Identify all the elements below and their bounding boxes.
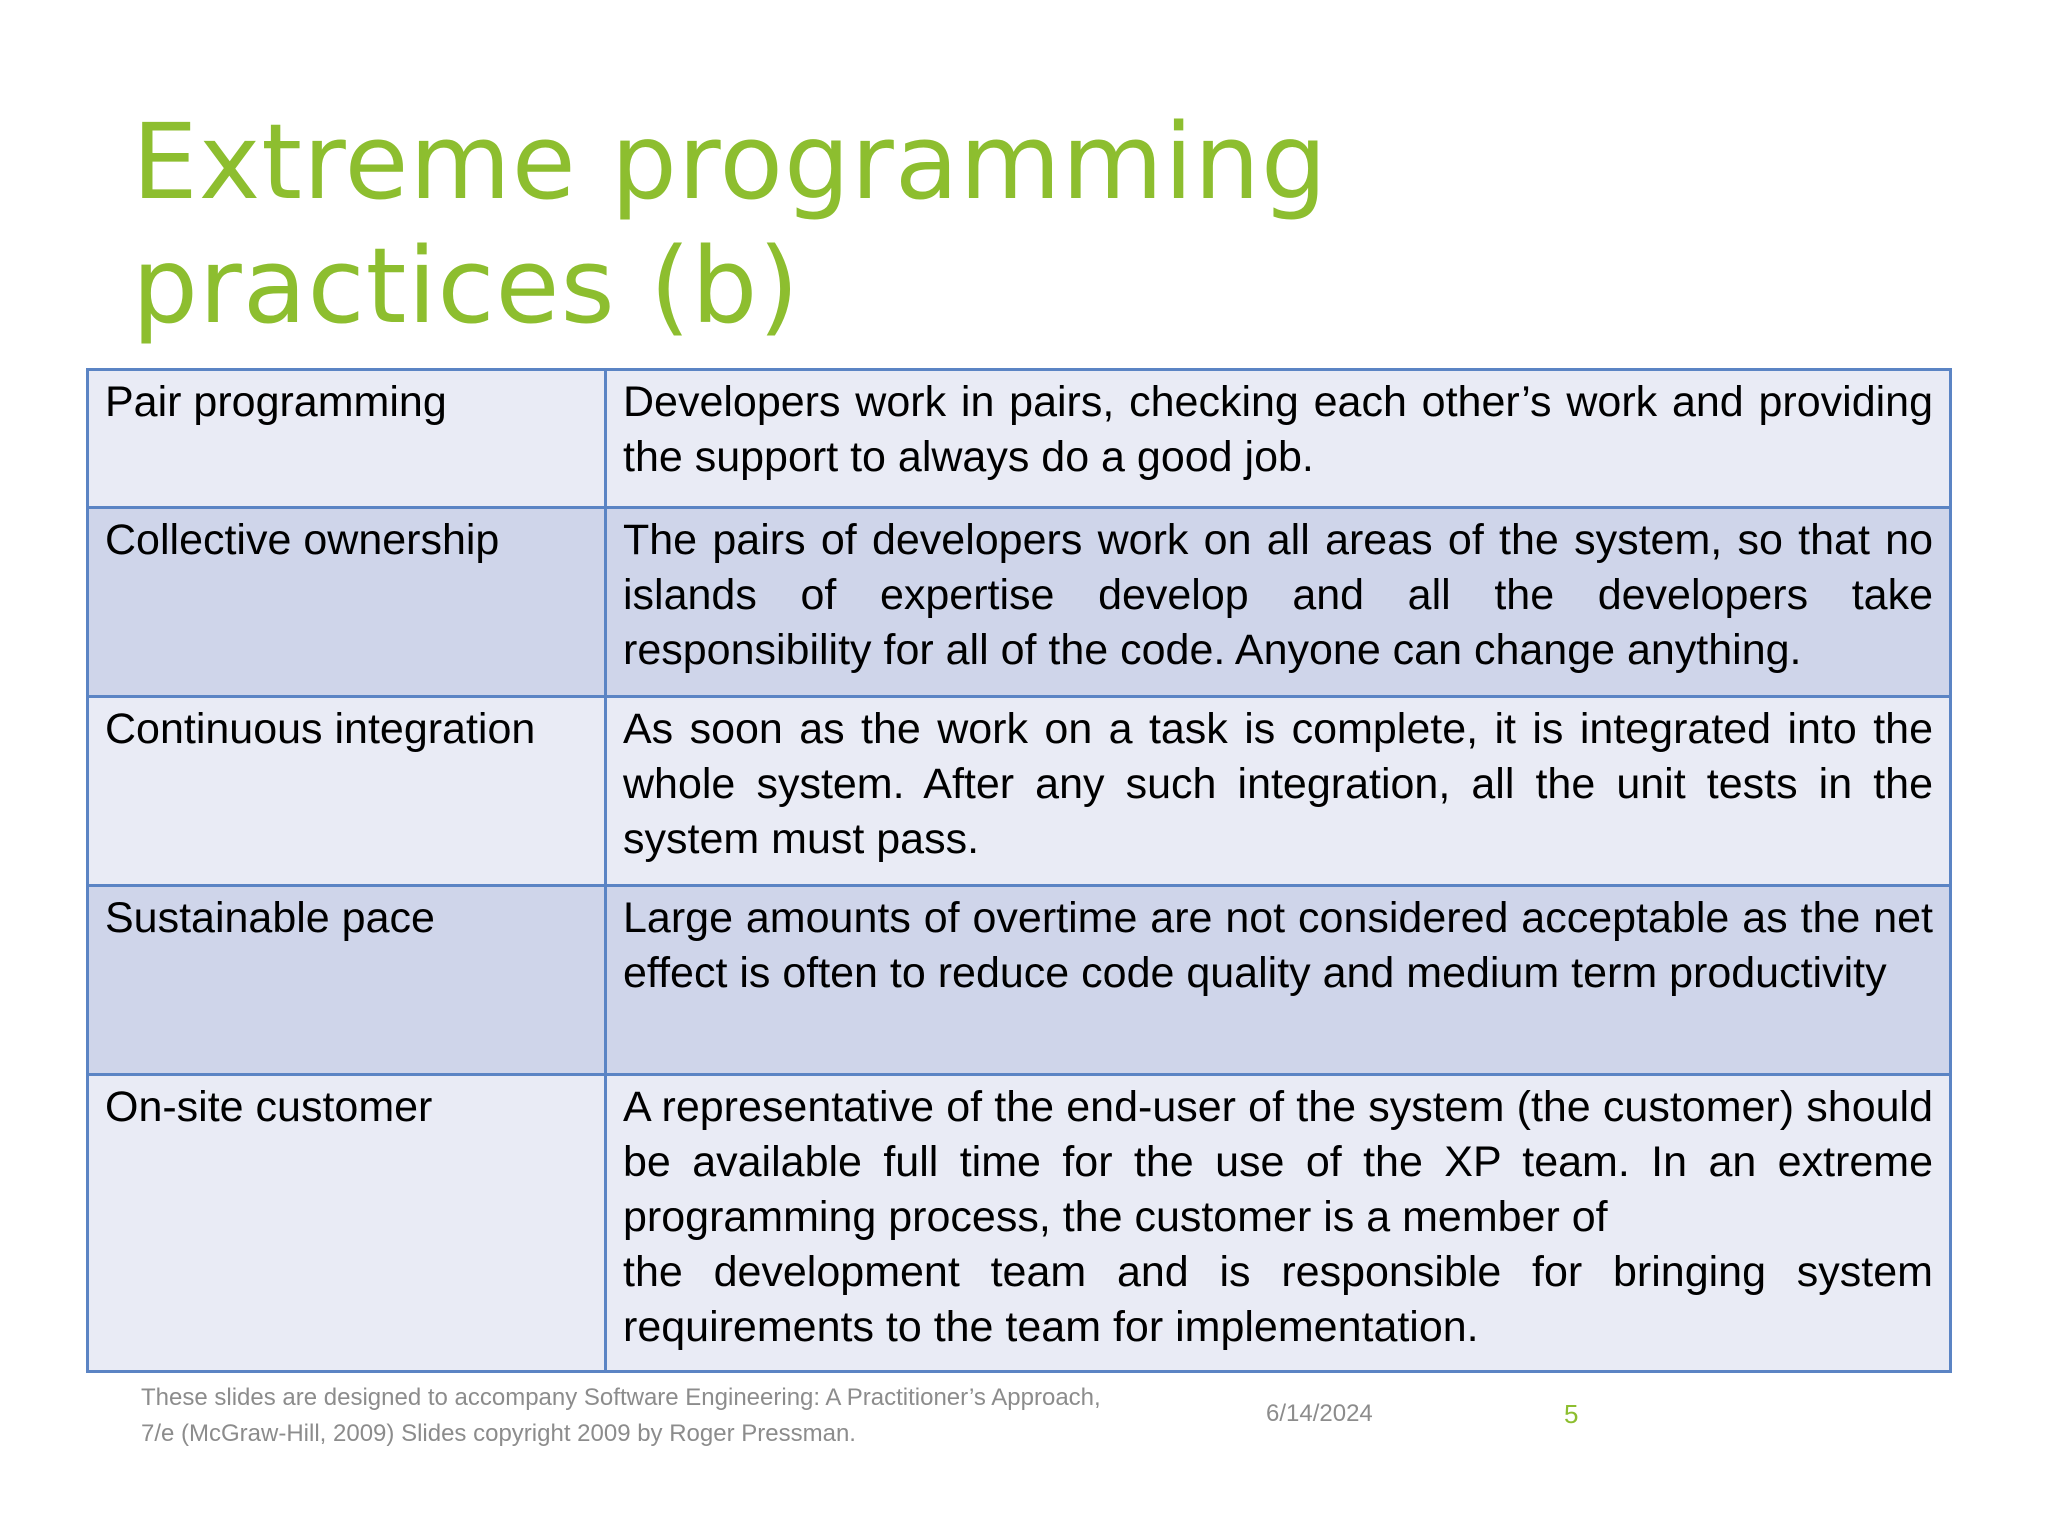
table-row (88, 370, 1951, 508)
footer-credit-line: 7/e (McGraw-Hill, 2009) Slides copyright 2009 by Roger Pressman. (141, 1420, 856, 1447)
footer-credit-line: These slides are designed to accompany Software Engineering: A Practitioner’s Approach, (141, 1384, 1101, 1411)
table-row (88, 697, 1951, 886)
practice-name-cell: On-site customer (88, 1075, 606, 1372)
practices-table (86, 368, 1952, 1373)
footer-date: 6/14/2024 (1266, 1400, 1373, 1427)
practice-name-cell: Continuous integration (88, 697, 606, 886)
practice-description-cell: The pairs of developers work on all areas of the system, so that no islands of expertise develop and all the developers take responsibility for all of the code. Anyone can change anything. (606, 508, 1951, 697)
practice-name-cell: Pair programming (88, 370, 606, 508)
footer-credit (141, 1380, 1181, 1452)
practice-description-cell: As soon as the work on a task is complete, it is integrated into the whole system. After any such integration, all the unit tests in the system must pass. (606, 697, 1951, 886)
table-row (88, 1075, 1951, 1372)
table-row (88, 886, 1951, 1075)
slide-title: Extreme programming practices (b) (132, 101, 1328, 347)
practice-name-cell: Collective ownership (88, 508, 606, 697)
table-row (88, 508, 1951, 697)
practice-description-cell (606, 1075, 1951, 1372)
practice-description-cell: Large amounts of overtime are not considered acceptable as the net effect is often to reduce code quality and medium term productivity (606, 886, 1951, 1075)
practice-name-cell: Sustainable pace (88, 886, 606, 1075)
practice-description-cell: Developers work in pairs, checking each other’s work and providing the support to always do a good job. (606, 370, 1951, 508)
description-paragraph: A representative of the end-user of the system (the customer) should be available full time for the use of the XP team. In an extreme programming process, the customer is a member of (623, 1083, 1933, 1241)
page-number: 5 (1564, 1399, 1579, 1429)
description-paragraph: the development team and is responsible for bringing system requirements to the team for implementation. (623, 1248, 1933, 1351)
